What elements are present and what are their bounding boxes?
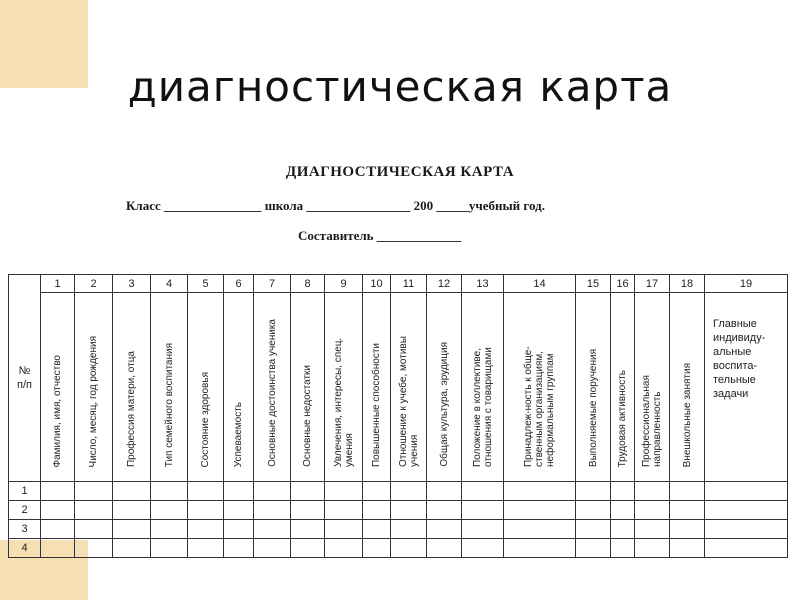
empty-cell [635, 539, 670, 558]
empty-cell [113, 539, 151, 558]
empty-cell [113, 501, 151, 520]
column-header-label: Профессия матери, отца [126, 350, 137, 467]
column-number: 9 [325, 275, 363, 293]
empty-cell [224, 482, 254, 501]
column-header-label: Общая культура, эрудиция [438, 342, 450, 467]
empty-cell [391, 520, 427, 539]
empty-cell [151, 520, 188, 539]
empty-cell [41, 520, 75, 539]
diagnostic-table [8, 274, 788, 558]
column-number: 6 [224, 275, 254, 293]
empty-cell [363, 539, 391, 558]
column-header [504, 293, 576, 482]
column-header [41, 293, 75, 482]
empty-cell [291, 501, 325, 520]
column-number: 14 [504, 275, 576, 293]
column-header-label: Внешкольные занятия [681, 362, 693, 467]
column-header-label: Успеваемость [233, 401, 244, 467]
column-header [670, 293, 705, 482]
empty-cell [75, 520, 113, 539]
column-header-label: Отношение к учебе, мотивы учения [397, 336, 420, 467]
column-number: 16 [611, 275, 635, 293]
column-header-label: Основные достоинства ученика [266, 319, 278, 467]
class-school-year-line: Класс _______________ школа ________________ 200 _____учебный год. [126, 198, 545, 213]
empty-cell [705, 482, 788, 501]
column-header [705, 293, 788, 482]
table-row [9, 520, 788, 539]
empty-cell [705, 520, 788, 539]
empty-cell [504, 520, 576, 539]
empty-cell [635, 482, 670, 501]
empty-cell [427, 501, 462, 520]
column-header-label: Увлечения, интересы, спец. умения [332, 337, 355, 467]
empty-cell [670, 539, 705, 558]
row-number-cell: 1 [9, 482, 41, 501]
column-header [254, 293, 291, 482]
empty-cell [363, 520, 391, 539]
empty-cell [224, 539, 254, 558]
column-number: 13 [462, 275, 504, 293]
row-number-cell: 2 [9, 501, 41, 520]
empty-cell [75, 501, 113, 520]
empty-cell [41, 539, 75, 558]
column-number: 1 [41, 275, 75, 293]
column-number: 5 [188, 275, 224, 293]
empty-cell [224, 520, 254, 539]
column-number: 17 [635, 275, 670, 293]
empty-cell [254, 501, 291, 520]
empty-cell [427, 539, 462, 558]
empty-cell [75, 539, 113, 558]
empty-cell [325, 501, 363, 520]
table-row [9, 501, 788, 520]
column-header [427, 293, 462, 482]
empty-cell [504, 539, 576, 558]
empty-cell [504, 482, 576, 501]
empty-cell [41, 501, 75, 520]
column-header [113, 293, 151, 482]
empty-cell [291, 539, 325, 558]
column-header [75, 293, 113, 482]
column-header-label: Главные индивиду-альные воспита-тельные задачи [713, 318, 766, 400]
slide-title: диагностическая карта [127, 62, 673, 111]
empty-cell [151, 539, 188, 558]
column-number: 18 [670, 275, 705, 293]
column-number: 7 [254, 275, 291, 293]
empty-cell [576, 539, 611, 558]
column-number: 19 [705, 275, 788, 293]
column-header [291, 293, 325, 482]
empty-cell [611, 482, 635, 501]
column-header-label: Профессиональная направленность [641, 375, 663, 467]
empty-cell [705, 501, 788, 520]
document-title: ДИАГНОСТИЧЕСКАЯ КАРТА [285, 164, 515, 180]
empty-cell [705, 539, 788, 558]
column-number: 8 [291, 275, 325, 293]
empty-cell [635, 501, 670, 520]
empty-cell [611, 520, 635, 539]
empty-cell [611, 539, 635, 558]
compiler-line: Составитель _____________ [298, 228, 462, 243]
empty-cell [670, 520, 705, 539]
scanned-document [8, 158, 792, 554]
empty-cell [325, 539, 363, 558]
empty-cell [188, 501, 224, 520]
empty-cell [325, 482, 363, 501]
column-header-label: Тип семейного воспитания [163, 342, 175, 467]
column-header-row [9, 293, 788, 482]
column-header [611, 293, 635, 482]
empty-cell [462, 501, 504, 520]
empty-cell [151, 482, 188, 501]
empty-cell [576, 520, 611, 539]
column-header [151, 293, 188, 482]
column-header-label: Трудовая активность [617, 369, 628, 467]
empty-cell [427, 520, 462, 539]
empty-cell [41, 482, 75, 501]
table-row [9, 539, 788, 558]
empty-cell [188, 482, 224, 501]
column-header-label: Принадлеж-ность к обще-ственным организациям, неформальным группам [523, 346, 556, 467]
column-number: 2 [75, 275, 113, 293]
empty-cell [670, 501, 705, 520]
empty-cell [391, 501, 427, 520]
empty-cell [254, 539, 291, 558]
column-header-label: Число, месяц, год рождения [88, 335, 99, 467]
empty-cell [325, 520, 363, 539]
empty-cell [151, 501, 188, 520]
empty-cell [635, 520, 670, 539]
column-header [224, 293, 254, 482]
column-header [462, 293, 504, 482]
empty-cell [462, 539, 504, 558]
column-header [391, 293, 427, 482]
empty-cell [391, 539, 427, 558]
empty-cell [427, 482, 462, 501]
column-number: 11 [391, 275, 427, 293]
column-header-label: Основные недостатки [302, 365, 313, 467]
row-number-cell: 4 [9, 539, 41, 558]
column-number: 12 [427, 275, 462, 293]
column-number: 15 [576, 275, 611, 293]
column-number: 10 [363, 275, 391, 293]
column-number: 4 [151, 275, 188, 293]
empty-cell [188, 539, 224, 558]
column-number-row [9, 275, 788, 293]
empty-cell [291, 520, 325, 539]
empty-cell [113, 520, 151, 539]
column-header-label: Выполняемые поручения [587, 348, 599, 467]
empty-cell [363, 501, 391, 520]
empty-cell [113, 482, 151, 501]
empty-cell [291, 482, 325, 501]
column-header [363, 293, 391, 482]
empty-cell [611, 501, 635, 520]
empty-cell [670, 482, 705, 501]
column-number: 3 [113, 275, 151, 293]
column-header [325, 293, 363, 482]
empty-cell [254, 482, 291, 501]
table-row [9, 482, 788, 501]
row-number-header: № п/п [9, 275, 41, 482]
empty-cell [576, 501, 611, 520]
empty-cell [254, 520, 291, 539]
column-header [576, 293, 611, 482]
column-header-label: Положение в коллективе, отношения с товарищами [471, 347, 494, 467]
empty-cell [576, 482, 611, 501]
empty-cell [363, 482, 391, 501]
row-number-cell: 3 [9, 520, 41, 539]
empty-cell [391, 482, 427, 501]
column-header-label: Фамилия, имя, отчество [52, 354, 63, 467]
empty-cell [504, 501, 576, 520]
column-header [188, 293, 224, 482]
column-header-label: Состояние здоровья [200, 371, 211, 467]
empty-cell [462, 482, 504, 501]
empty-cell [462, 520, 504, 539]
column-header [635, 293, 670, 482]
empty-cell [188, 520, 224, 539]
empty-cell [75, 482, 113, 501]
column-header-label: Повышенные способности [371, 342, 382, 467]
empty-cell [224, 501, 254, 520]
